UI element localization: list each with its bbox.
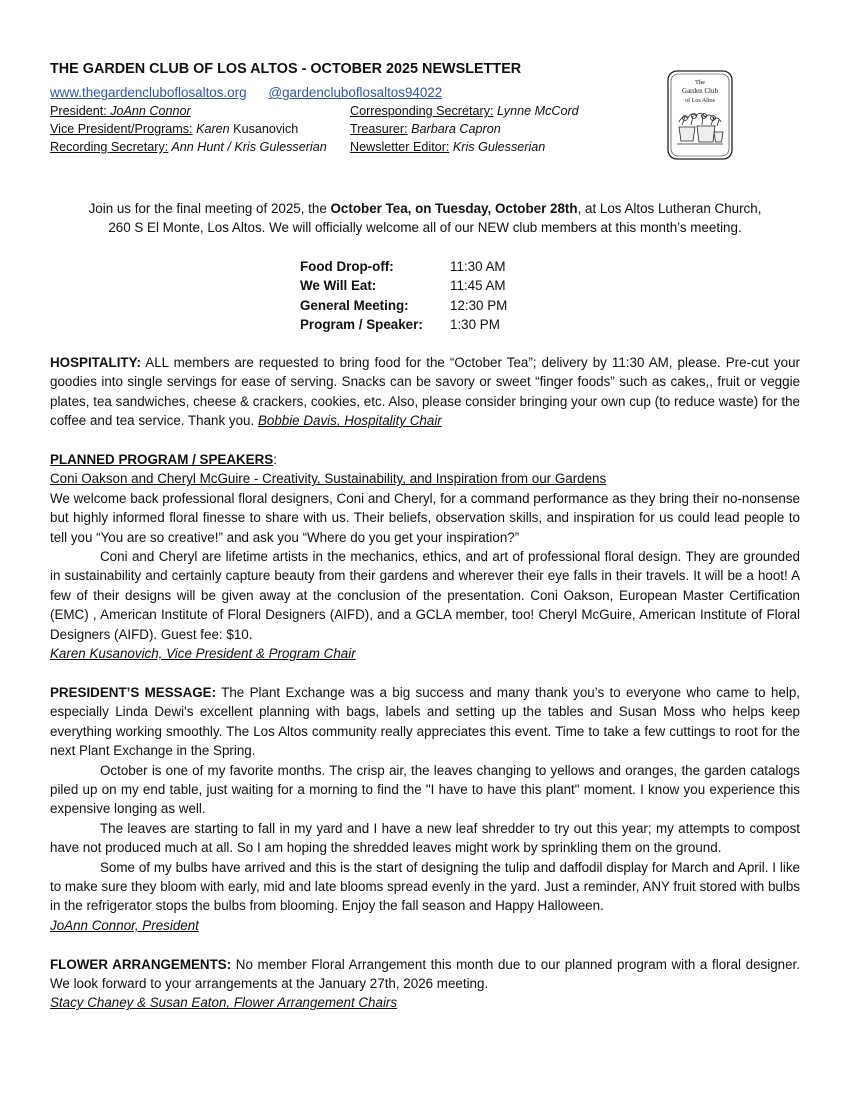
intro-text: Join us for the final meeting of 2025, the xyxy=(88,201,331,216)
schedule-time: 11:30 AM xyxy=(450,259,506,274)
newsletter-title: THE GARDEN CLUB OF LOS ALTOS - OCTOBER 2025 NEWSLETTER xyxy=(50,61,522,77)
garden-club-logo xyxy=(667,70,733,160)
intro-location: , at Los Altos Lutheran Church, xyxy=(577,201,762,216)
flower-arrangements-section xyxy=(50,955,800,994)
officer-label: Corresponding Secretary: xyxy=(350,104,494,118)
officer-president xyxy=(50,102,327,120)
schedule-row xyxy=(300,296,540,315)
schedule-row xyxy=(300,257,540,276)
officer-recording-secretary xyxy=(50,138,327,156)
program-paragraph-2: Coni and Cheryl are lifetime artists in the mechanics, ethics, and art of professional floral design. They are grounded in sustainability and certainly capture beauty from their gardens and wherever their eye falls in their travels. It will be a hoot! A few of their designs will be given away at the conclusion of the presentation. Coni Oakson, European Master Certification (EMC) , American Institute of Floral Designers (AIFD), and a GCLA member, too! Cheryl McGuire, American Institute of Floral Designers (AIFD). Guest fee: $10. xyxy=(50,549,800,642)
hospitality-signature: Bobbie Davis, Hospitality Chair xyxy=(257,413,442,429)
president-paragraph-2: October is one of my favorite months. The crisp air, the leaves changing to yellows and oranges, the garden catalogs piled up on my end table, just waiting for a morning to find the "I have to have this plant" moment. I know you experience this expensive longing as well. xyxy=(50,762,800,817)
officer-name: Lynne McCord xyxy=(493,104,579,118)
president-paragraph-1: The Plant Exchange was a big success and many thank you’s to everyone who came to help, especially Linda Dewi's excellent planning with bags, labels and setting up the tables and Susan Moss who helps keep everything working smoothly. The Los Altos community really appreciates this event. Time to take a few cuttings to root for the next Plant Exchange in the Spring. xyxy=(50,684,800,759)
header-links xyxy=(50,83,442,102)
intro-event: October Tea, on Tuesday, October 28th xyxy=(330,201,578,216)
schedule-label: General Meeting: xyxy=(300,297,409,313)
hospitality-section xyxy=(50,353,800,431)
social-link[interactable]: @gardencluboflosaltos94022 xyxy=(268,85,443,100)
program-heading-colon: : xyxy=(273,452,277,468)
officers-column-right xyxy=(350,102,579,156)
officer-name: Barbara Capron xyxy=(407,122,501,136)
officer-name: Ann Hunt / Kris Gulesserian xyxy=(168,140,327,154)
newsletter-body xyxy=(50,353,800,1013)
schedule-row xyxy=(300,315,540,334)
officers-column-left xyxy=(50,102,327,156)
intro-address: 260 S El Monte, Los Altos. We will officially welcome all of our NEW club members at this month’s meeting. xyxy=(108,220,742,236)
officer-newsletter-editor xyxy=(350,138,579,156)
schedule-time: 12:30 PM xyxy=(450,297,508,313)
hospitality-text: ALL members are requested to bring food for the “October Tea”; delivery by 11:30 AM, please. Pre-cut your goodies into single servings for ease of serving. Snacks can be savory or sweet “finger foods” such as cakes,, fruit or veggie plates, tea sandwiches, cheese & crackers, cookies, etc. Also, please consider bringing your own cup (to reduce waste) for the coffee and tea service. Thank you. xyxy=(50,355,800,429)
schedule-time: 11:45 AM xyxy=(450,278,506,294)
logo-text-line2: Garden Club xyxy=(682,87,718,95)
officer-vice-president xyxy=(50,120,327,138)
schedule-label: Program / Speaker: xyxy=(300,317,423,333)
event-schedule xyxy=(300,257,540,335)
program-heading: PLANNED PROGRAM / SPEAKERS xyxy=(50,452,274,468)
program-paragraph-1: We welcome back professional floral designers, Coni and Cheryl, for a command performance as they bring their no-nonsense but highly informed floral finesse to share with us. Their beliefs, observation skills, and inspiration for us could lead people to tell you “You are so creative!” and ask you “Where do you get your inspiration?” xyxy=(50,490,800,545)
flower-text: No member Floral Arrangement this month due to our planned program with a floral designer. We look forward to your arrangements at the January 27th, 2026 meeting. xyxy=(50,956,800,991)
program-signature: Karen Kusanovich, Vice President & Program Chair xyxy=(50,646,356,662)
officer-label: Vice President/Programs: xyxy=(50,122,193,136)
president-heading: PRESIDENT’S MESSAGE: xyxy=(50,684,217,700)
president-paragraph-3: The leaves are starting to fall in my yard and I have a new leaf shredder to try out this year; my attempts to compost have not produced much at all. So I am hoping the shredded leaves might work by sprinkling them on the ground. xyxy=(50,820,800,856)
website-link[interactable]: www.thegardencluboflosaltos.org xyxy=(50,85,247,100)
flower-signature: Stacy Chaney & Susan Eaton, Flower Arrangement Chairs xyxy=(50,995,398,1011)
program-subtitle: Coni Oakson and Cheryl McGuire - Creativity, Sustainability, and Inspiration from our Gardens xyxy=(50,471,607,487)
schedule-row xyxy=(300,276,540,295)
schedule-time: 1:30 PM xyxy=(450,317,500,333)
president-message xyxy=(50,683,800,761)
president-paragraph-4: Some of my bulbs have arrived and this is the start of designing the tulip and daffodil display for March and April. I like to make sure they bloom with early, mid and late blooms spread evenly in the yard. Just a reminder, ANY fruit stored with bulbs in the refrigerator stops the bulbs from blooming. Enjoy the fall season and Happy Halloween. xyxy=(50,859,800,914)
flower-heading: FLOWER ARRANGEMENTS: xyxy=(50,956,232,972)
officer-name: Karen xyxy=(196,122,230,136)
hospitality-heading: HOSPITALITY: xyxy=(50,355,141,370)
officer-label: President: xyxy=(50,104,107,118)
logo-text-line1: The xyxy=(694,79,706,86)
logo-text-line3: of Los Altos xyxy=(685,98,715,104)
officer-name: JoAnn Connor xyxy=(106,104,191,118)
officer-corresponding-secretary xyxy=(350,102,579,120)
officer-treasurer xyxy=(350,120,579,138)
schedule-label: Food Drop-off: xyxy=(300,259,394,274)
president-signature: JoAnn Connor, President xyxy=(50,917,199,933)
officer-label: Recording Secretary: xyxy=(50,140,169,154)
intro-paragraph xyxy=(50,199,800,238)
program-heading-line xyxy=(50,450,800,469)
officer-name: Kris Gulesserian xyxy=(449,140,546,154)
officer-surname: Kusanovich xyxy=(229,122,299,136)
schedule-label: We Will Eat: xyxy=(300,278,377,294)
officer-label: Treasurer: xyxy=(350,122,408,136)
officer-label: Newsletter Editor: xyxy=(350,140,450,154)
